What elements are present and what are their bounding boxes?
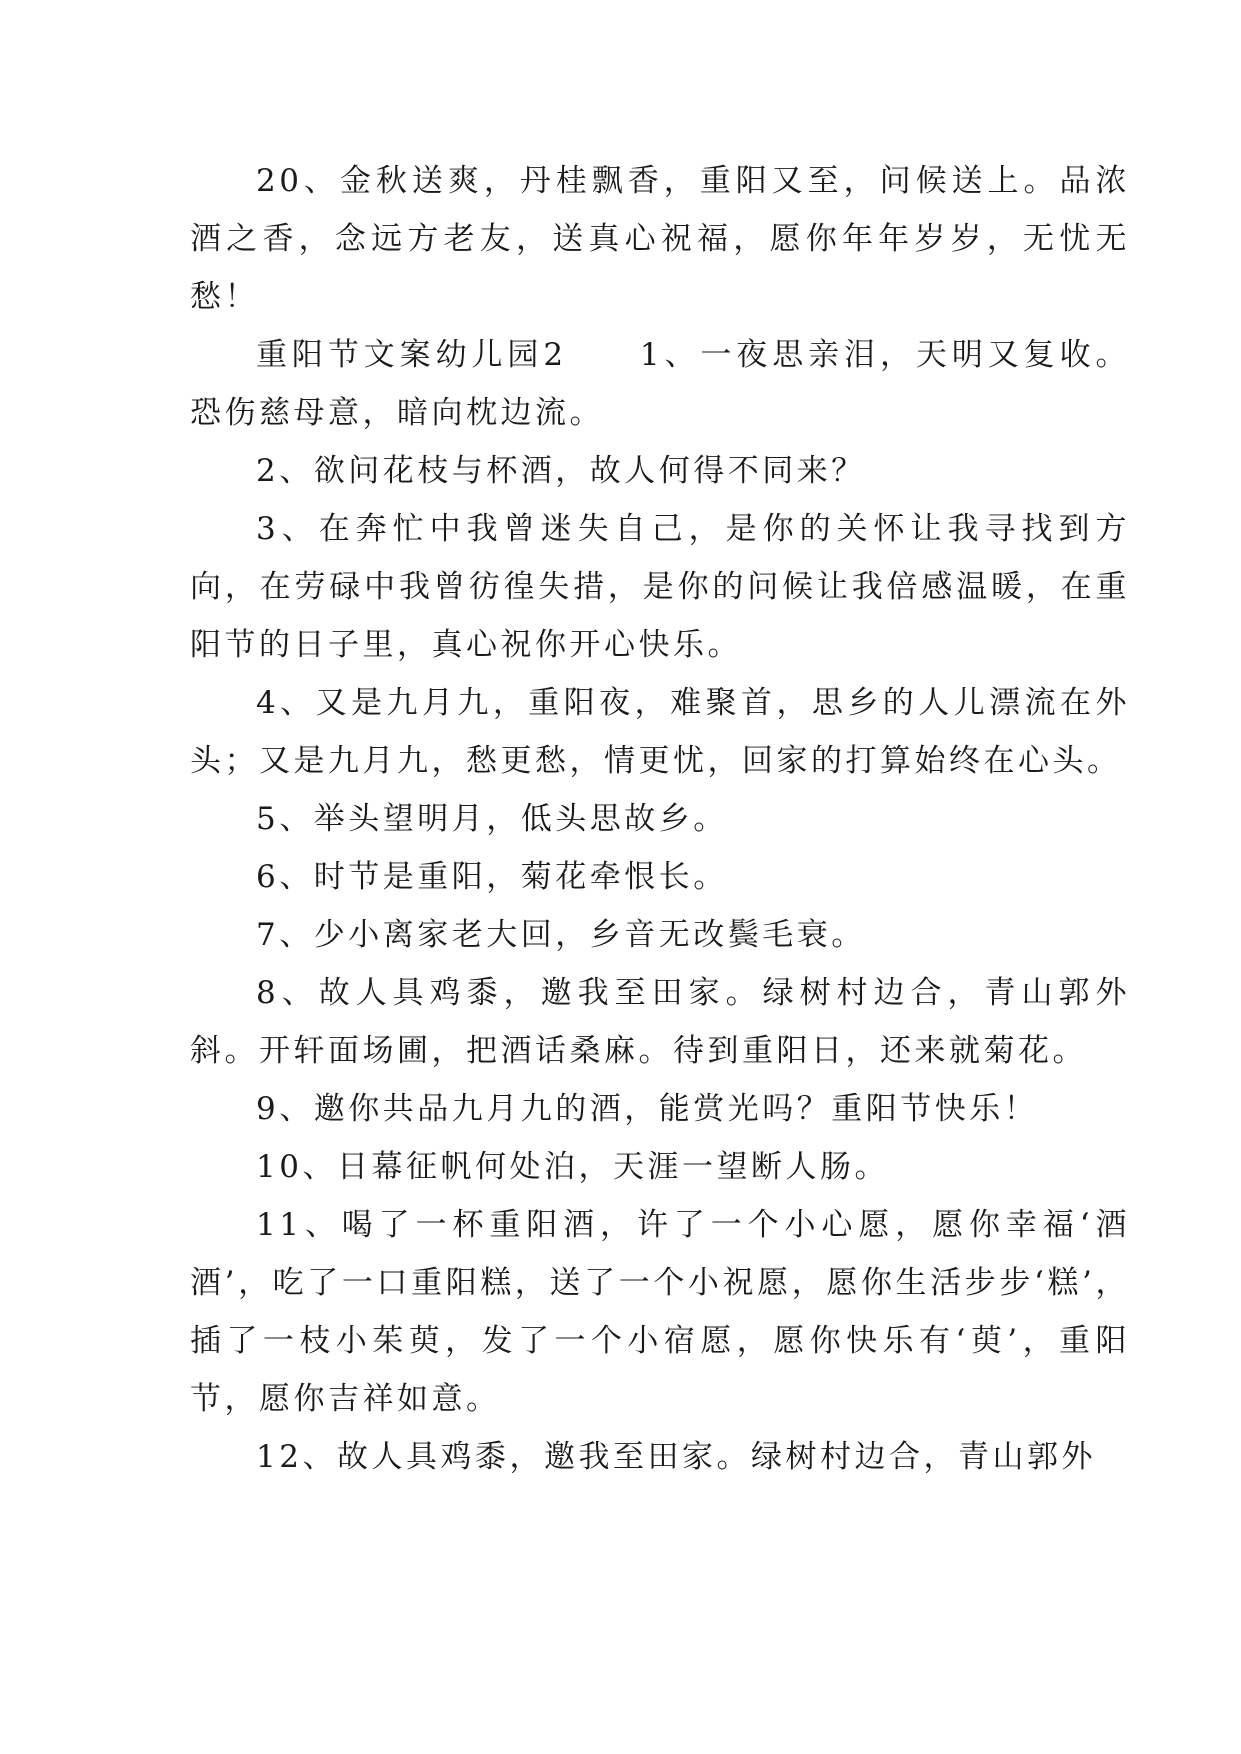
document-body	[190, 152, 1130, 1486]
paragraph-4: 4、又是九月九，重阳夜，难聚首，思乡的人儿漂流在外头；又是九月九，愁更愁，情更忧，回家的打算始终在心头。	[190, 685, 1130, 779]
paragraph-2: 2、欲问花枝与杯酒，故人何得不同来？	[256, 453, 866, 489]
paragraph-8: 8、故人具鸡黍，邀我至田家。绿树村边合，青山郭外斜。开轩面场圃，把酒话桑麻。待到重阳日，还来就菊花。	[190, 975, 1130, 1069]
paragraph-7: 7、少小离家老大回，乡音无改鬓毛衰。	[256, 917, 866, 953]
paragraph-10: 10、日幕征帆何处泊，天涯一望断人肠。	[256, 1149, 889, 1185]
paragraph-9: 9、邀你共品九月九的酒，能赏光吗？重阳节快乐！	[256, 1091, 1039, 1127]
paragraph-heading-1: 重阳节文案幼儿园2 1、一夜思亲泪，天明又复收。恐伤慈母意，暗向枕边流。	[190, 337, 1130, 431]
paragraph-11: 11、喝了一杯重阳酒，许了一个小心愿，愿你幸福‘酒酒’，吃了一口重阳糕，送了一个小祝愿，愿你生活步步‘糕’，插了一枝小茱萸，发了一个小宿愿，愿你快乐有‘萸’，重阳节，愿你吉祥如意。	[190, 1207, 1130, 1417]
paragraph-20: 20、金秋送爽，丹桂飘香，重阳又至，问候送上。品浓酒之香，念远方老友，送真心祝福，愿你年年岁岁，无忧无愁！	[190, 163, 1130, 315]
paragraph-3: 3、在奔忙中我曾迷失自己，是你的关怀让我寻找到方向，在劳碌中我曾彷徨失措，是你的问候让我倍感温暖，在重阳节的日子里，真心祝你开心快乐。	[190, 511, 1130, 663]
paragraph-5: 5、举头望明月，低头思故乡。	[256, 801, 728, 837]
paragraph-12: 12、故人具鸡黍，邀我至田家。绿树村边合，青山郭外	[256, 1439, 1096, 1475]
paragraph-6: 6、时节是重阳，菊花牵恨长。	[256, 859, 728, 895]
